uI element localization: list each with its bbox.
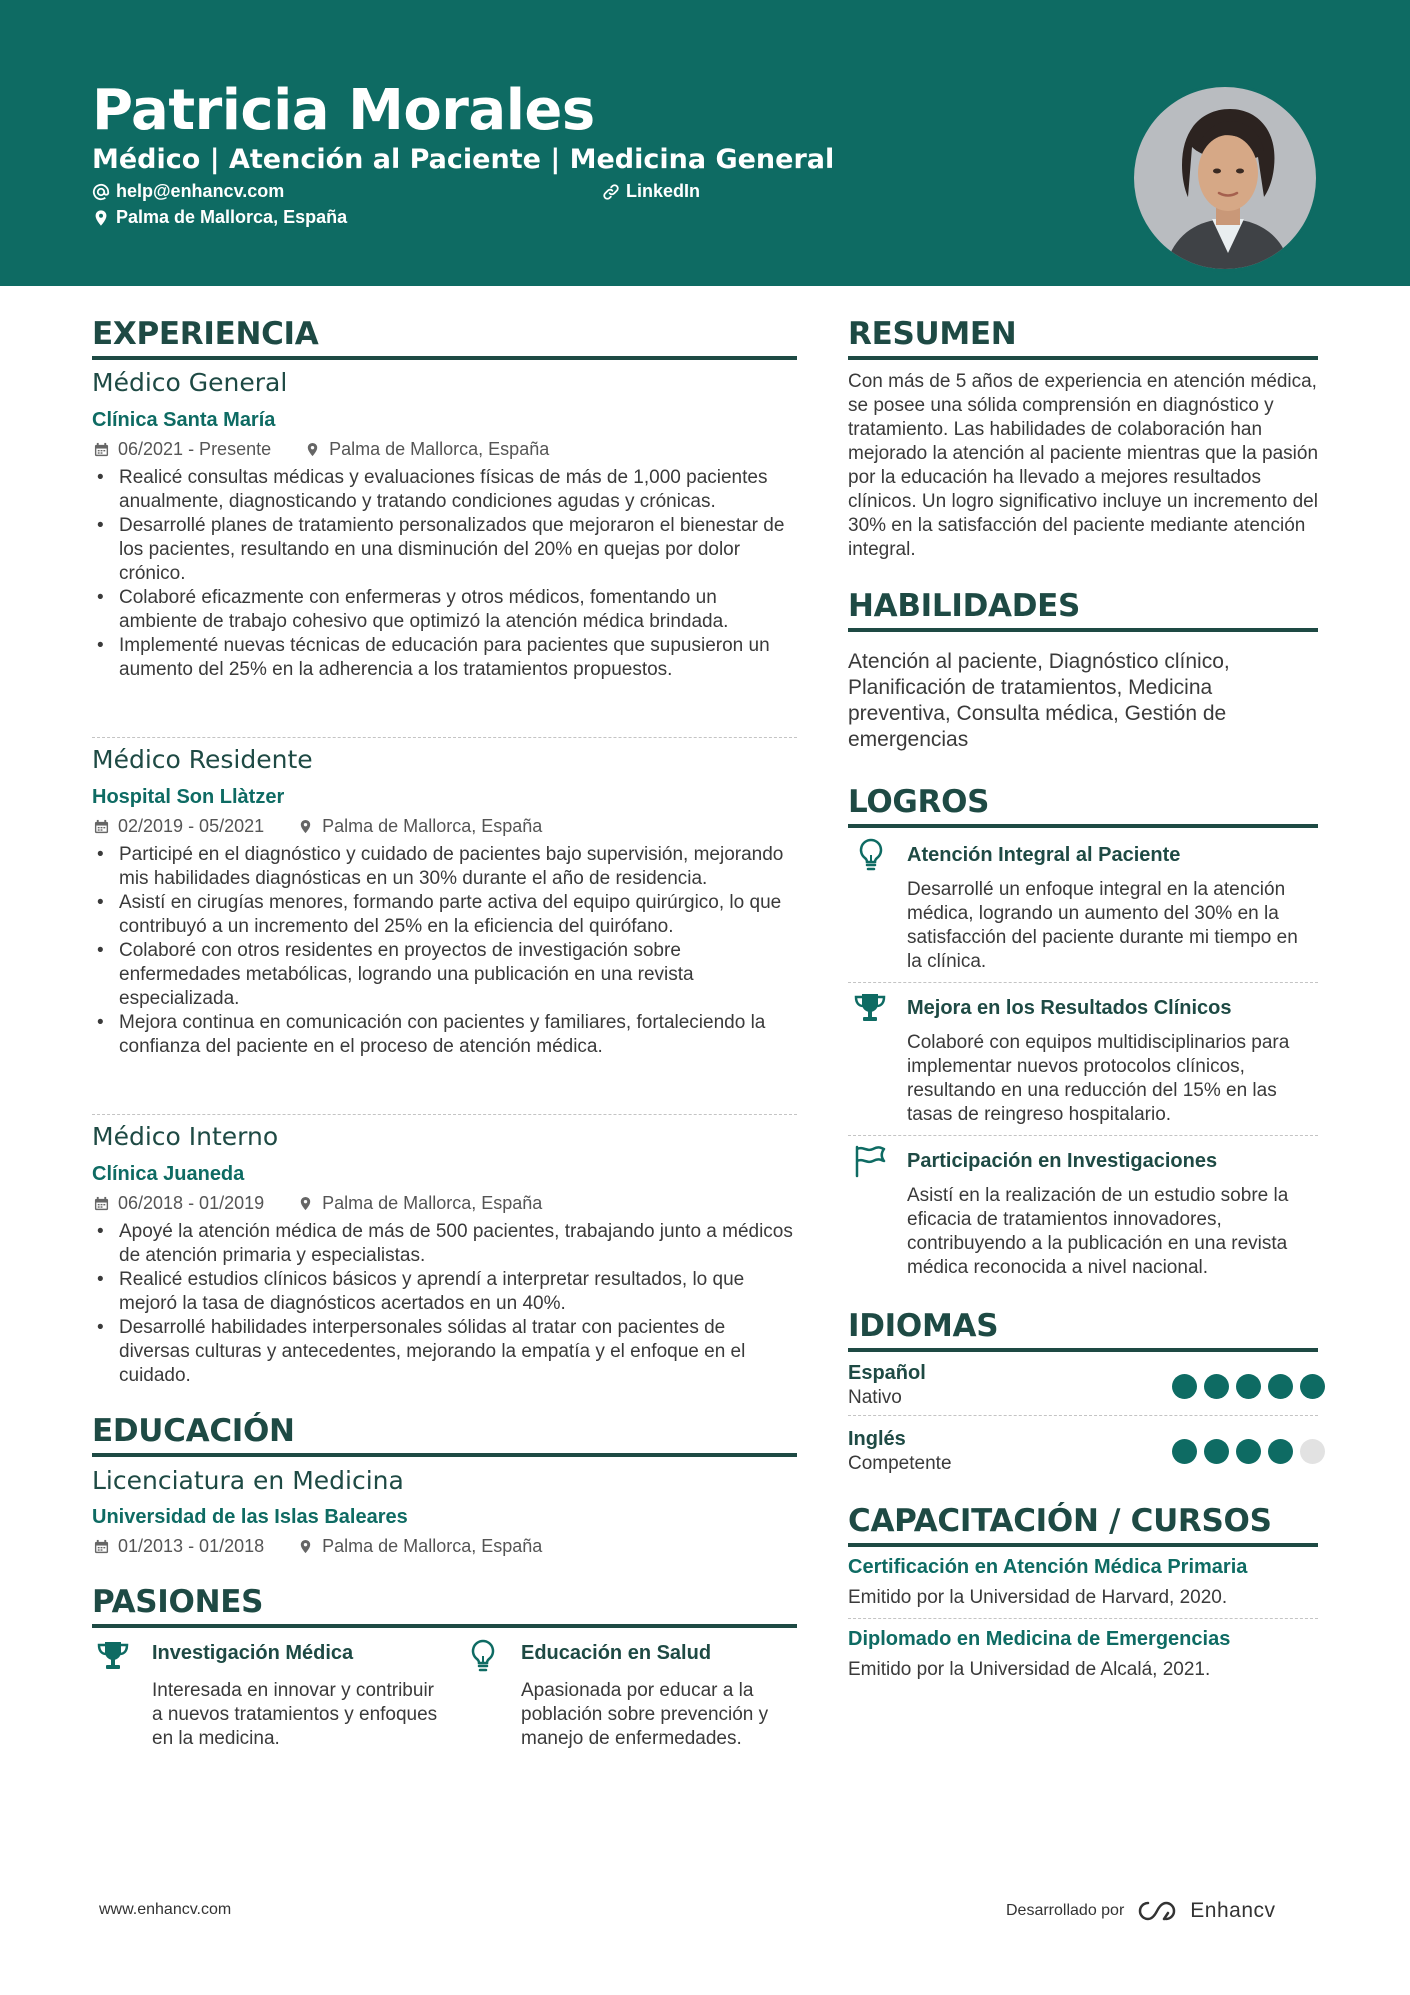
map-pin-icon [298,819,313,834]
divider [92,1114,797,1115]
header-banner [0,0,1410,286]
bullet-item: • Asistí en cirugías menores, formando parte activa del equipo quirúrgico, lo que contribuyó a un incremento del 25% en la eficiencia del quirófano. [92,891,797,939]
bullet-item: • Realicé consultas médicas y evaluaciones físicas de más de 1,000 pacientes anualmente, diagnosticando y tratando condiciones agudas y crónicas. [92,466,797,514]
profile-photo [1131,84,1319,272]
linkedin-contact[interactable] [602,181,700,202]
education-rule [92,1453,797,1457]
language-level: Nativo [848,1387,902,1408]
at-icon [92,183,110,201]
bullet-item: • Realicé estudios clínicos básicos y aprendí a interpretar resultados, lo que mejoró la tasa de diagnósticos acertados en un 40%. [92,1268,797,1316]
calendar-icon [94,1196,109,1211]
job-company: Hospital Son Llàtzer [92,786,285,808]
divider [848,982,1318,983]
location-text: Palma de Mallorca, España [116,207,348,227]
summary-heading: RESUMEN [848,316,1017,352]
achievement-text: Colaboré con equipos multidisciplinarios para implementar nuevos protocolos clínicos, resultando en una reducción del 15% en las tasas de reingreso hospitalario. [907,1032,1290,1125]
rating-dot-empty [1300,1439,1325,1464]
achievement-title: Mejora en los Resultados Clínicos [907,997,1232,1019]
language-name: Español [848,1362,926,1384]
lightbulb-icon [465,1638,501,1674]
skills-text: Atención al paciente, Diagnóstico clínico, Planificación de tratamientos, Medicina preventiva, Consulta médica, Gestión de emergencias [848,650,1230,751]
location-contact [92,207,347,228]
course-desc: Emitido por la Universidad de Harvard, 2020. [848,1587,1228,1608]
enhancv-logo-icon [1134,1899,1180,1923]
calendar-icon [94,819,109,834]
job-dates: 02/2019 - 05/2021 [118,816,265,836]
experience-heading: EXPERIENCIA [92,316,319,352]
passion-text: Interesada en innovar y contribuir a nuevos tratamientos y enfoques en la medicina. [152,1680,438,1749]
calendar-icon [94,1539,109,1554]
map-pin-icon [298,1539,313,1554]
job-role: Médico General [92,368,288,397]
flag-icon [852,1143,888,1179]
powered-by-text: Desarrollado por [1006,1902,1125,1919]
rating-dot-filled [1204,1439,1229,1464]
school-name: Universidad de las Islas Baleares [92,1506,408,1528]
passions-heading: PASIONES [92,1584,264,1620]
job-location: Palma de Mallorca, España [322,1193,543,1213]
course-title: Diplomado en Medicina de Emergencias [848,1628,1231,1650]
job-bullets [92,843,797,1059]
email-contact[interactable] [92,181,284,202]
passion-title: Educación en Salud [521,1642,712,1664]
languages-heading: IDIOMAS [848,1308,999,1344]
languages-rule [848,1348,1318,1352]
job-location: Palma de Mallorca, España [322,816,543,836]
bullet-item: • Desarrollé habilidades interpersonales sólidas al tratar con pacientes de diversas culturas y antecedentes, mejorando la empatía y el enfoque en el cuidado. [92,1316,797,1388]
bullet-item: • Colaboré con otros residentes en proyectos de investigación sobre enfermedades metabólicas, logrando una publicación en una revista especializada. [92,939,797,1011]
courses-rule [848,1543,1318,1547]
candidate-name: Patricia Morales [92,78,595,143]
bullet-item: • Desarrollé planes de tratamiento personalizados que mejoraron el bienestar de los pacientes, resultando en una disminución del 20% en quejas por dolor crónico. [92,514,797,586]
divider [92,737,797,738]
course-title: Certificación en Atención Médica Primaria [848,1556,1248,1578]
job-role: Médico Interno [92,1122,279,1151]
course-desc: Emitido por la Universidad de Alcalá, 2021. [848,1659,1211,1680]
job-dates: 06/2018 - 01/2019 [118,1193,265,1213]
summary-text: Con más de 5 años de experiencia en atención médica, se posee una sólida comprensión en diagnóstico y tratamiento. Las habilidades de colaboración han mejorado la atención al paciente mientras que la pasión por la educación ha llevado a mejores resultados clínicos. Un logro significativo incluye un incremento del 30% en la satisfacción del paciente mediante atención integral. [848,371,1319,560]
bullet-item: • Apoyé la atención médica de más de 500 pacientes, trabajando junto a médicos de atención primaria y especialistas. [92,1220,797,1268]
achievement-title: Atención Integral al Paciente [907,844,1181,866]
divider [848,1618,1318,1619]
rating-dot-filled [1300,1374,1325,1399]
job-dates: 06/2021 - Presente [118,439,272,459]
summary-rule [848,356,1318,360]
achievements-rule [848,824,1318,828]
job-location: Palma de Mallorca, España [329,439,550,459]
map-pin-icon [298,1196,313,1211]
trophy-icon [852,990,888,1026]
lightbulb-icon [853,837,889,873]
divider [848,1415,1318,1416]
footer-brand: Enhancv [1190,1899,1276,1922]
courses-heading: CAPACITACIÓN / CURSOS [848,1503,1272,1539]
language-name: Inglés [848,1428,906,1450]
job-meta [94,439,549,460]
rating-dot-filled [1268,1374,1293,1399]
passion-title: Investigación Médica [152,1642,354,1664]
bullet-item: • Implementé nuevas técnicas de educación para pacientes que supusieron un aumento del 25% en la adherencia a los tratamientos propuestos. [92,634,797,682]
map-pin-icon [305,442,320,457]
rating-dot-filled [1172,1439,1197,1464]
link-icon [602,183,620,201]
rating-dot-filled [1236,1374,1261,1399]
passion-text: Apasionada por educar a la población sobre prevención y manejo de enfermedades. [521,1680,769,1749]
rating-dot-filled [1204,1374,1229,1399]
job-company: Clínica Santa María [92,409,276,431]
education-location: Palma de Mallorca, España [322,1536,543,1556]
skills-rule [848,628,1318,632]
bullet-item: • Mejora continua en comunicación con pacientes y familiares, fortaleciendo la confianza del paciente en el proceso de atención médica. [92,1011,797,1059]
job-role: Médico Residente [92,745,313,774]
trophy-icon [95,1638,131,1674]
avatar-illustration [1134,87,1319,272]
experience-rule [92,356,797,360]
job-bullets [92,1220,797,1388]
calendar-icon [94,442,109,457]
job-meta [94,816,542,837]
job-bullets [92,466,797,682]
achievement-text: Desarrollé un enfoque integral en la atención médica, logrando un aumento del 30% en la satisfacción del paciente durante mi tiempo en la clínica. [907,879,1298,972]
rating-dot-filled [1172,1374,1197,1399]
achievements-heading: LOGROS [848,784,990,820]
job-company: Clínica Juaneda [92,1163,245,1185]
rating-dot-filled [1268,1439,1293,1464]
language-rating [1172,1439,1325,1464]
education-meta [94,1536,542,1557]
map-pin-icon [92,209,110,227]
divider [848,1135,1318,1136]
job-meta [94,1193,542,1214]
bullet-item: • Colaboré eficazmente con enfermeras y otros médicos, fomentando un ambiente de trabajo cohesivo que optimizó la atención médica brindada. [92,586,797,634]
degree-title: Licenciatura en Medicina [92,1466,404,1495]
bullet-item: • Participé en el diagnóstico y cuidado de pacientes bajo supervisión, mejorando mis habilidades diagnósticas en un 30% durante el año de residencia. [92,843,797,891]
footer-url[interactable]: www.enhancv.com [99,1901,232,1918]
email-text: help@enhancv.com [116,181,285,201]
language-level: Competente [848,1453,952,1474]
achievement-title: Participación en Investigaciones [907,1150,1218,1172]
education-heading: EDUCACIÓN [92,1413,295,1449]
linkedin-text: LinkedIn [626,181,701,201]
headline: Médico | Atención al Paciente | Medicina General [92,144,835,175]
skills-heading: HABILIDADES [848,588,1081,624]
achievement-text: Asistí en la realización de un estudio sobre la eficacia de tratamientos innovadores, contribuyendo a la publicación en una revista médica reconocida a nivel nacional. [907,1185,1289,1278]
education-dates: 01/2013 - 01/2018 [118,1536,265,1556]
passions-rule [92,1624,797,1628]
footer-powered [1006,1899,1276,1923]
language-rating [1172,1374,1325,1399]
rating-dot-filled [1236,1439,1261,1464]
